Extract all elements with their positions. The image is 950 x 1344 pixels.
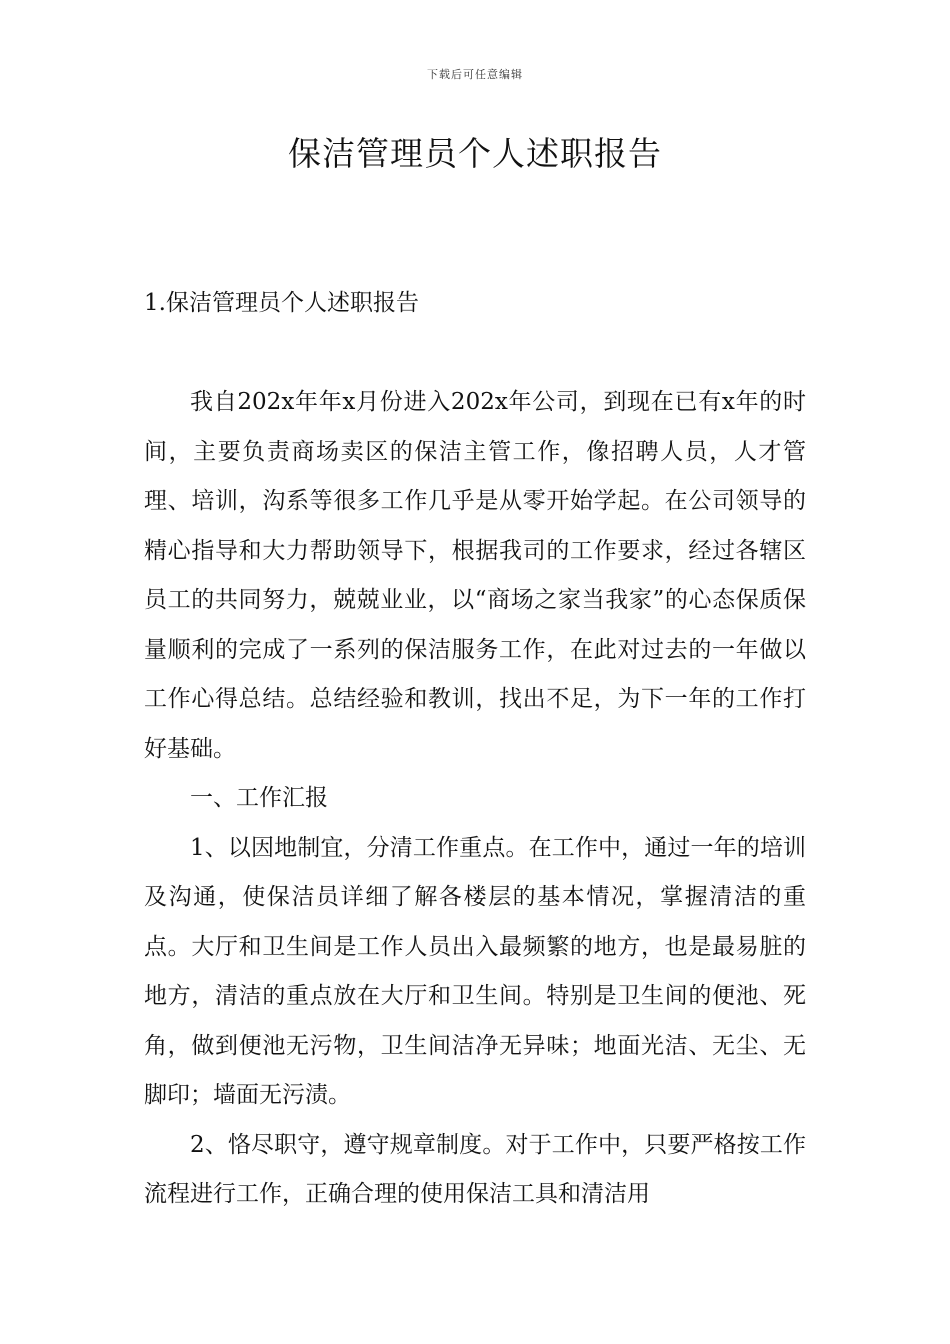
body-text: [144, 378, 806, 1220]
paragraph-intro: 我自202x年年x月份进入202x年公司，到现在已有x年的时间，主要负责商场卖区的保洁主管工作，像招聘人员，人才管理、培训，沟系等很多工作几乎是从零开始学起。在公司领导的精心指导和大力帮助领导下，根据我司的工作要求，经过各辖区员工的共同努力，兢兢业业，以“商场之家当我家”的心态保质保量顺利的完成了一系列的保洁服务工作，在此对过去的一年做以工作心得总结。总结经验和教训，找出不足，为下一年的工作打好基础。: [144, 389, 806, 762]
paragraph-subheading: 一、工作汇报: [190, 785, 328, 811]
paragraph-item-1: 1、以因地制宜，分清工作重点。在工作中，通过一年的培训及沟通，使保洁员详细了解各楼层的基本情况，掌握清洁的重点。大厅和卫生间是工作人员出入最频繁的地方，也是最易脏的地方，清洁的重点放在大厅和卫生间。特别是卫生间的便池、死角，做到便池无污物，卫生间洁净无异味；地面光洁、无尘、无脚印；墙面无污渍。: [144, 834, 806, 1108]
document-title: 保洁管理员个人述职报告: [288, 134, 662, 173]
section-heading: 1.保洁管理员个人述职报告: [144, 290, 419, 316]
header-note: 下载后可任意编辑: [427, 68, 523, 81]
paragraph-item-2: 2、恪尽职守，遵守规章制度。对于工作中，只要严格按工作流程进行工作，正确合理的使用保洁工具和清洁用: [144, 1131, 806, 1207]
